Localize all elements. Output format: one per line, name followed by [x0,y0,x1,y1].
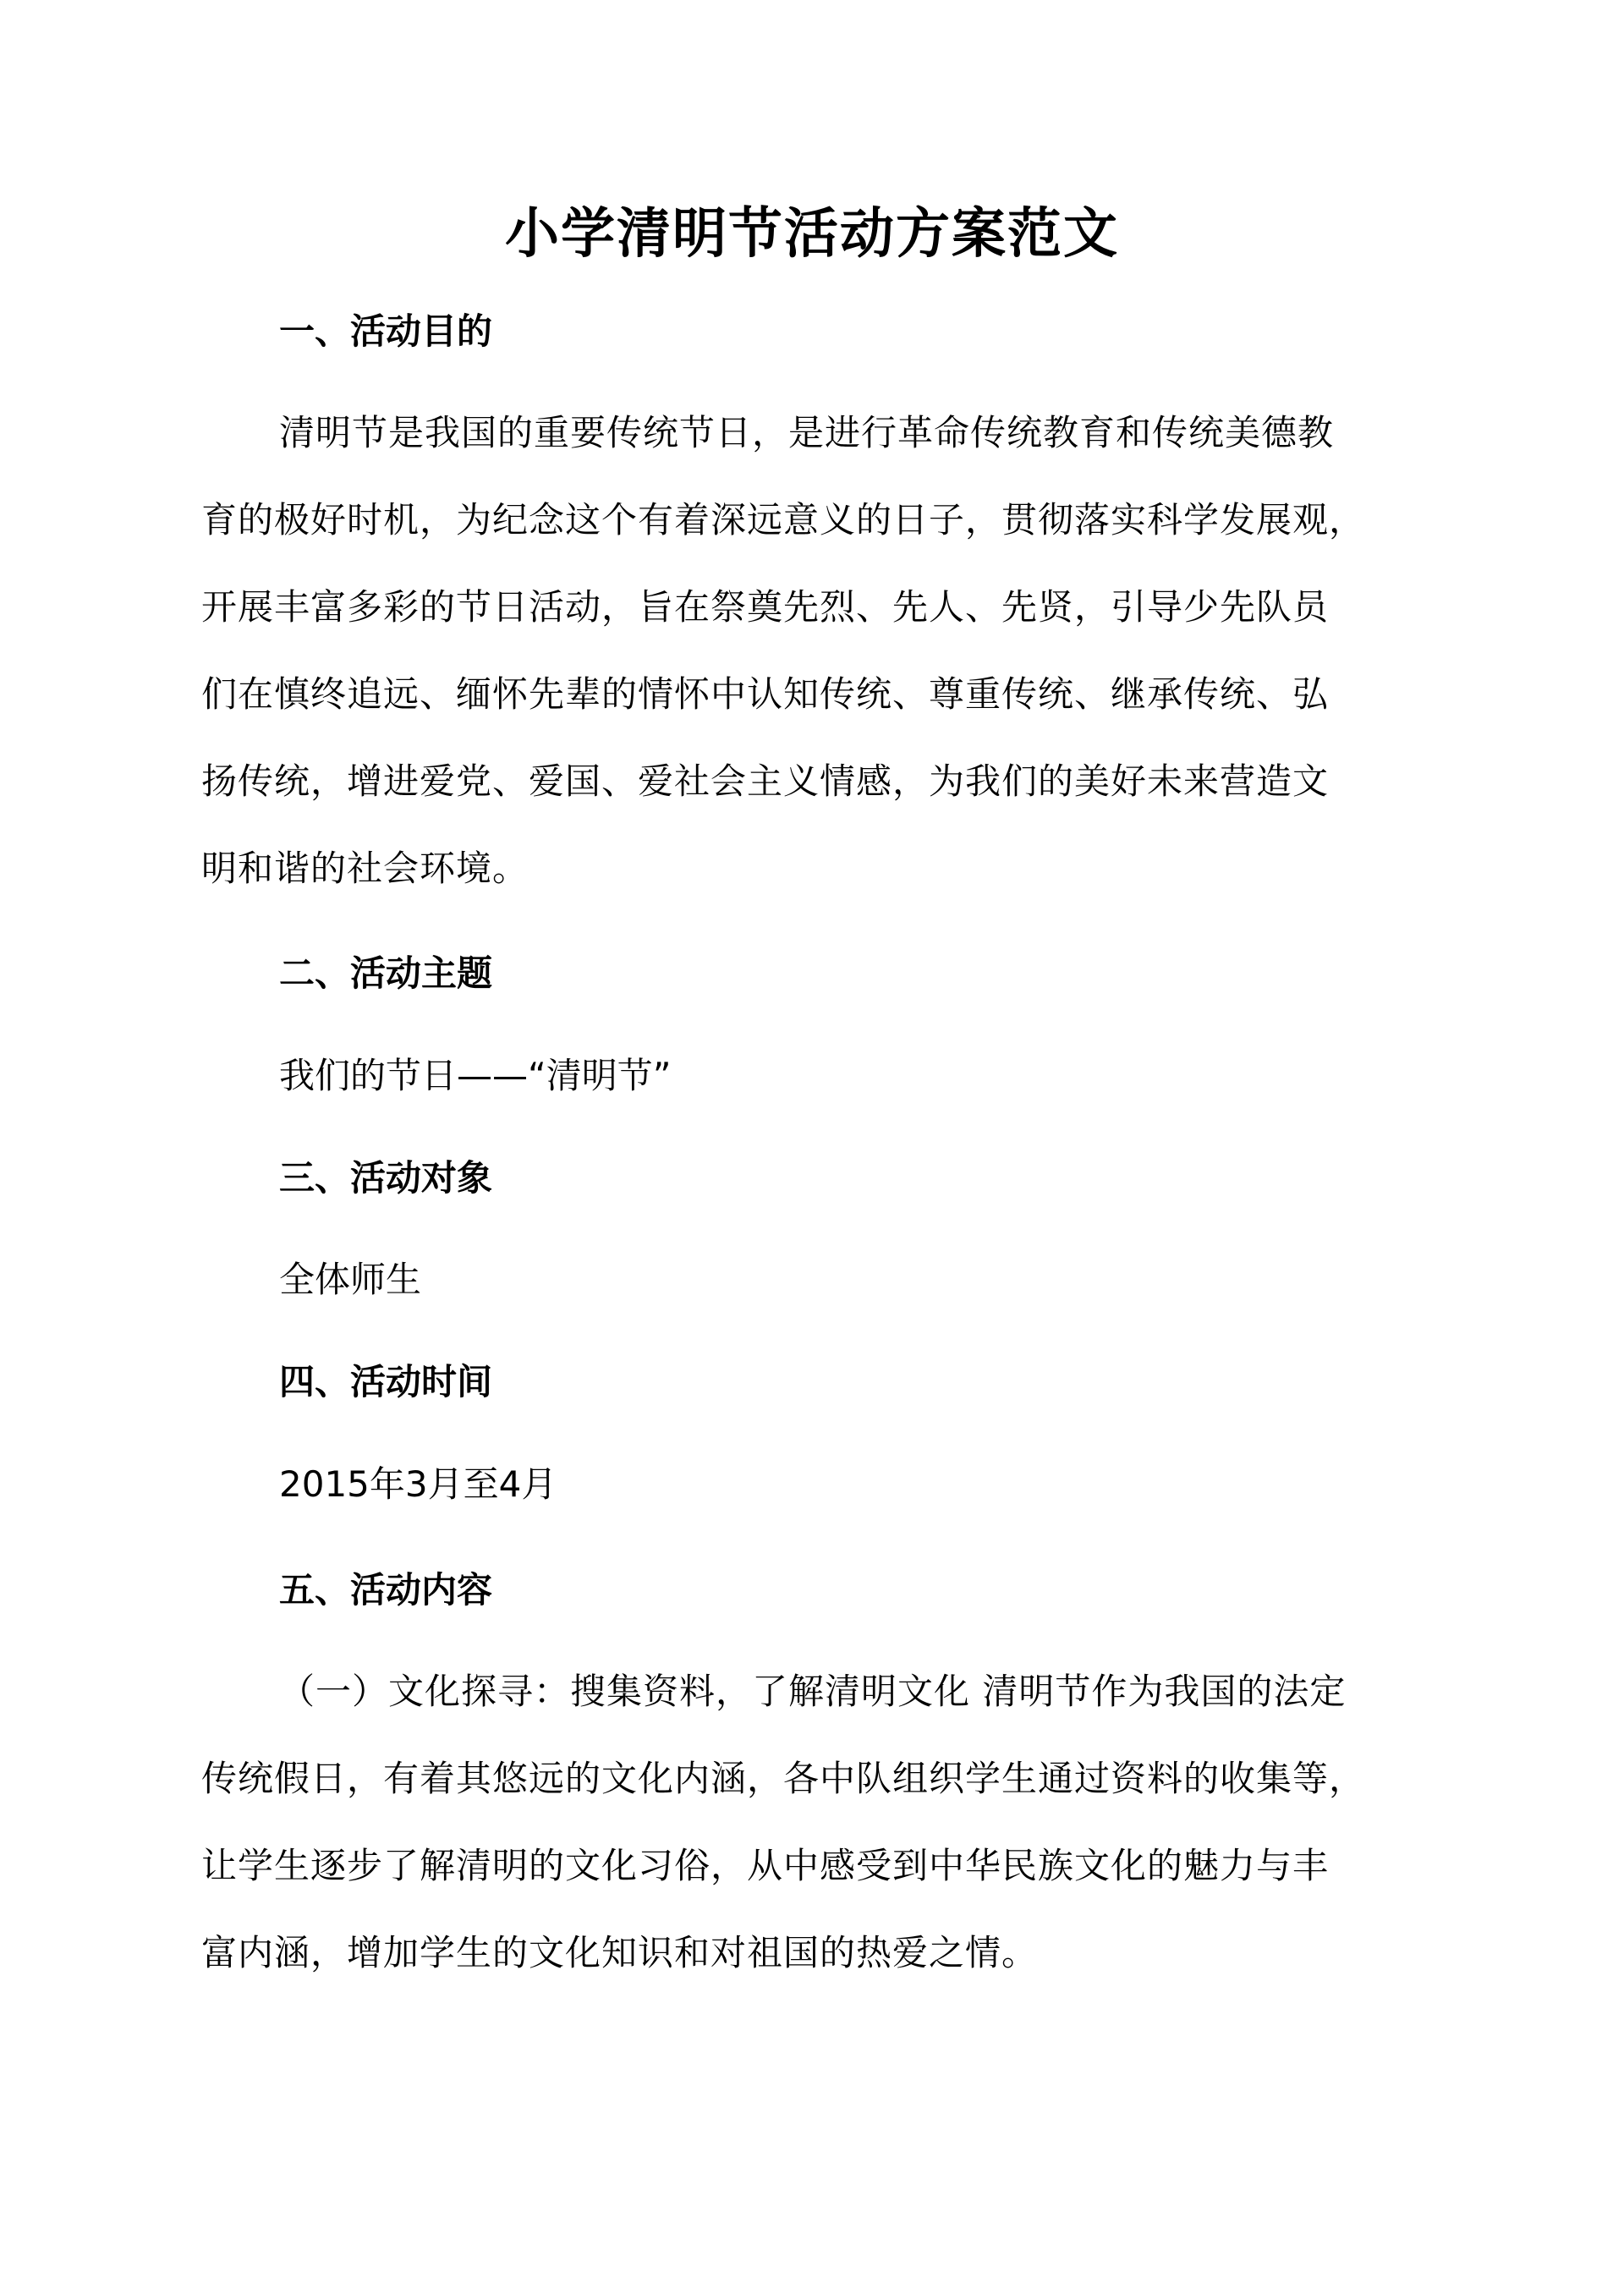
paragraph-line: 开展丰富多彩的节日活动，旨在祭奠先烈、先人、先贤，引导少先队员 [201,586,1330,628]
paragraph-line: 们在慎终追远、缅怀先辈的情怀中认知传统、尊重传统、继承传统、弘 [201,673,1330,715]
time-text: 2015年3月至4月 [279,1463,557,1505]
section-heading-content: 五、活动内容 [279,1569,493,1611]
paragraph-line: 清明节是我国的重要传统节日，是进行革命传统教育和传统美德教 [279,412,1335,453]
paragraph-line: 让学生逐步了解清明的文化习俗，从中感受到中华民族文化的魅力与丰 [201,1845,1330,1886]
section-heading-time: 四、活动时间 [279,1361,493,1402]
paragraph-line: （一）文化探寻：搜集资料，了解清明文化 清明节作为我国的法定 [279,1671,1347,1712]
section-heading-theme: 二、活动主题 [279,952,493,994]
paragraph-line: 明和谐的社会环境。 [201,848,529,889]
audience-text: 全体师生 [279,1259,422,1300]
section-heading-purpose: 一、活动目的 [279,310,493,352]
paragraph-line: 扬传统，增进爱党、爱国、爱社会主义情感，为我们的美好未来营造文 [201,760,1330,802]
section-heading-audience: 三、活动对象 [279,1157,493,1199]
paragraph-line: 传统假日，有着其悠远的文化内涵，各中队组织学生通过资料的收集等， [201,1758,1366,1799]
paragraph-line: 富内涵，增加学生的文化知识和对祖国的热爱之情。 [201,1932,1039,1973]
paragraph-line: 育的极好时机，为纪念这个有着深远意义的日子，贯彻落实科学发展观， [201,499,1366,541]
document-title: 小学清明节活动方案范文 [505,203,1119,266]
theme-text: 我们的节日——“清明节” [279,1055,672,1096]
